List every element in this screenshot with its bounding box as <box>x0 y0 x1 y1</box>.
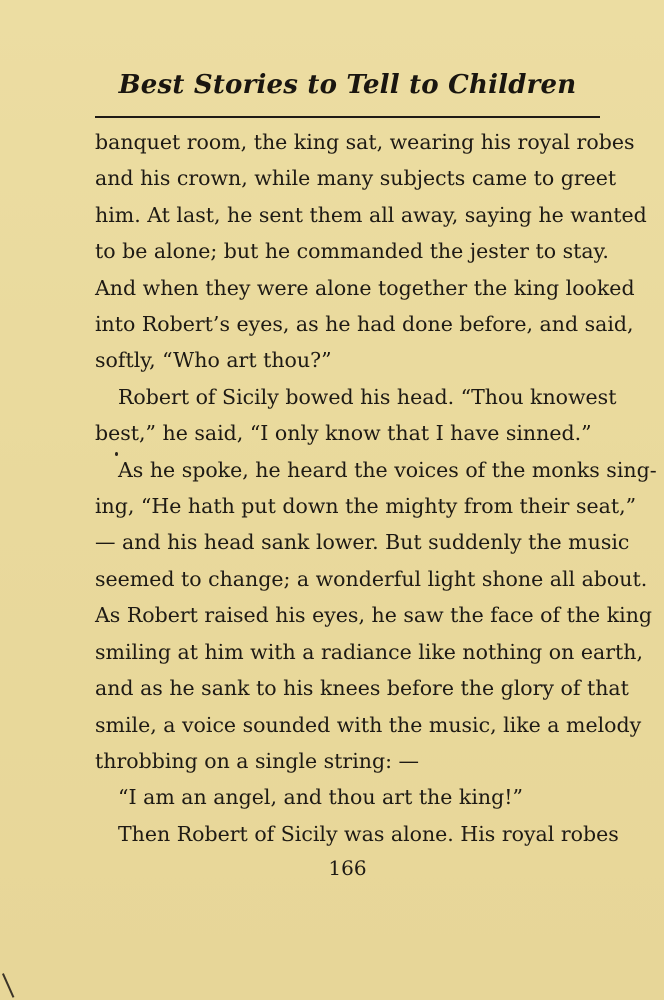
page-edge-mark <box>2 973 14 998</box>
text-line: Robert of Sicily bowed his head. “Thou knowest <box>118 384 617 409</box>
text-line: As Robert raised his eyes, he saw the face of the king <box>95 603 653 628</box>
running-head: Best Stories to Tell to Children <box>118 70 577 100</box>
text-line: ing, “He hath put down the mighty from their seat,” <box>95 494 637 519</box>
header-rule <box>95 116 600 118</box>
text-line: Then Robert of Sicily was alone. His royal robes <box>118 821 619 846</box>
text-line: throbbing on a single string: — <box>95 748 419 773</box>
page-number: 166 <box>328 856 367 880</box>
text-line: him. At last, he sent them all away, saying he wanted <box>95 202 647 227</box>
body-text <box>95 124 657 852</box>
text-line: and as he sank to his knees before the glory of that <box>95 676 629 701</box>
text-line: into Robert’s eyes, as he had done before, and said, <box>95 312 634 337</box>
text-line: — and his head sank lower. But suddenly the music <box>95 530 630 555</box>
ink-speck <box>115 452 118 456</box>
text-line: smiling at him with a radiance like nothing on earth, <box>95 639 643 664</box>
text-line: As he spoke, he heard the voices of the monks sing- <box>118 457 657 482</box>
text-line: And when they were alone together the king looked <box>95 275 635 300</box>
text-line: seemed to change; a wonderful light shone all about. <box>95 566 648 591</box>
text-line: “I am an angel, and thou art the king!” <box>118 785 523 810</box>
text-line: and his crown, while many subjects came to greet <box>95 166 617 191</box>
text-line: to be alone; but he commanded the jester to stay. <box>95 239 609 264</box>
text-line: best,” he said, “I only know that I have sinned.” <box>95 421 592 446</box>
text-line: softly, “Who art thou?” <box>95 348 332 373</box>
text-line: banquet room, the king sat, wearing his royal robes <box>95 130 635 154</box>
text-line: smile, a voice sounded with the music, like a melody <box>95 712 642 737</box>
